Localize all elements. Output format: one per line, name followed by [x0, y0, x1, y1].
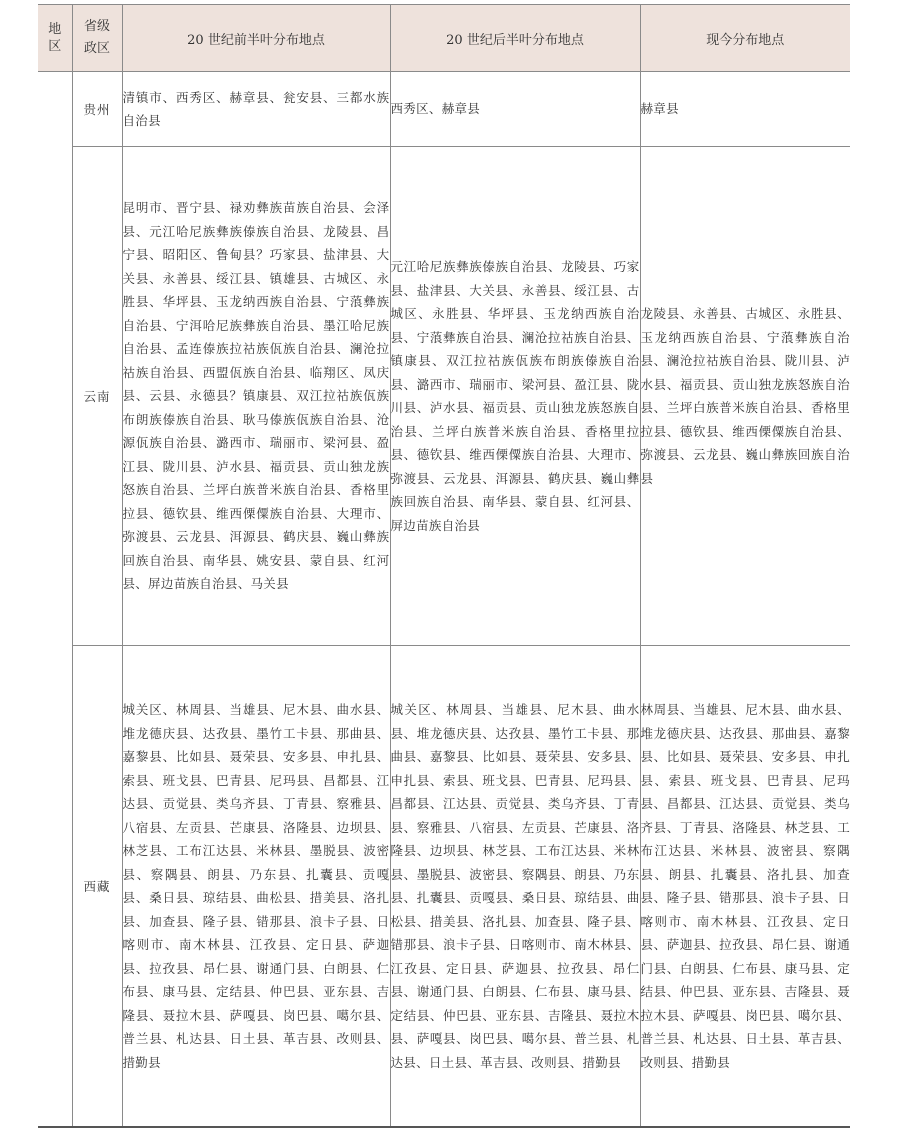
province-cell: 贵州: [72, 72, 122, 147]
current-cell: 林周县、当雄县、尼木县、曲水县、堆龙德庆县、达孜县、那曲县、嘉黎县、比如县、聂荣县、安多县、申扎县、索县、班戈县、巴青县、尼玛县、昌都县、江达县、贡觉县、类乌齐县、丁青县、洛隆县、林芝县、工布江达县、米林县、波密县、察隅县、朗县、扎囊县、洛扎县、加查县、隆子县、错那县、浪卡子县、日喀则市、南木林县、江孜县、定日县、萨迦县、拉孜县、昂仁县、谢通门县、白朗县、仁布县、康马县、定结县、仲巴县、亚东县、吉隆县、聂拉木县、萨嘎县、岗巴县、噶尔县、普兰县、札达县、日土县、革吉县、改则县、措勤县: [640, 646, 850, 1128]
table-body: [38, 72, 850, 1128]
header-row: [38, 5, 850, 72]
late20-cell: 城关区、林周县、当雄县、尼木县、曲水县、堆龙德庆县、达孜县、墨竹工卡县、那曲县、嘉黎县、比如县、聂荣县、安多县、申扎县、索县、班戈县、巴青县、尼玛县、昌都县、江达县、贡觉县、类乌齐县、丁青县、察雅县、八宿县、左贡县、芒康县、洛隆县、边坝县、林芝县、工布江达县、米林县、墨脱县、波密县、察隅县、朗县、乃东县、扎囊县、贡嘎县、桑日县、琼结县、曲松县、措美县、洛扎县、加查县、隆子县、错那县、浪卡子县、日喀则市、南木林县、江孜县、定日县、萨迦县、拉孜县、昂仁县、谢通门县、白朗县、仁布县、康马县、定结县、仲巴县、亚东县、吉隆县、聂拉木县、萨嘎县、岗巴县、噶尔县、普兰县、札达县、日土县、革吉县、改则县、措勤县: [390, 646, 640, 1128]
late20-cell: 西秀区、赫章县: [390, 72, 640, 147]
province-cell: 西藏: [72, 646, 122, 1128]
table-row: [38, 147, 850, 646]
distribution-table: [38, 4, 850, 1128]
table-row: [38, 646, 850, 1128]
late20-cell: 元江哈尼族彝族傣族自治县、龙陵县、巧家县、盐津县、大关县、永善县、绥江县、古城区、永胜县、华坪县、玉龙纳西族自治县、宁蒗彝族自治县、澜沧拉祜族自治县、镇康县、双江拉祜族佤族布朗族傣族自治县、潞西市、瑞丽市、梁河县、盈江县、陇川县、泸水县、福贡县、贡山独龙族怒族自治县、兰坪白族普米族自治县、香格里拉县、德钦县、维西傈僳族自治县、大理市、弥渡县、云龙县、洱源县、鹤庆县、巍山彝族回族自治县、南华县、蒙自县、红河县、屏边苗族自治县: [390, 147, 640, 646]
region-cell: [38, 72, 72, 1128]
header-current-distribution: 现今分布地点: [640, 5, 850, 72]
province-cell: 云南: [72, 147, 122, 646]
early20-cell: 城关区、林周县、当雄县、尼木县、曲水县、堆龙德庆县、达孜县、墨竹工卡县、那曲县、嘉黎县、比如县、聂荣县、安多县、申扎县、索县、班戈县、巴青县、尼玛县、昌都县、江达县、贡觉县、类乌齐县、丁青县、察雅县、八宿县、左贡县、芒康县、洛隆县、边坝县、林芝县、工布江达县、米林县、墨脱县、波密县、察隅县、朗县、乃东县、扎囊县、贡嘎县、桑日县、琼结县、曲松县、措美县、洛扎县、加查县、隆子县、错那县、浪卡子县、日喀则市、南木林县、江孜县、定日县、萨迦县、拉孜县、昂仁县、谢通门县、白朗县、仁布县、康马县、定结县、仲巴县、亚东县、吉隆县、聂拉木县、萨嘎县、岗巴县、噶尔县、普兰县、札达县、日土县、革吉县、改则县、措勤县: [122, 646, 390, 1128]
header-region: 地 区: [38, 5, 72, 72]
early20-cell: 昆明市、晋宁县、禄劝彝族苗族自治县、会泽县、元江哈尼族彝族傣族自治县、龙陵县、昌宁县、昭阳区、鲁甸县？巧家县、盐津县、大关县、永善县、绥江县、镇雄县、古城区、永胜县、华坪县、玉龙纳西族自治县、宁蒗彝族自治县、宁洱哈尼族彝族自治县、墨江哈尼族自治县、孟连傣族拉祜族佤族自治县、澜沧拉祜族自治县、西盟佤族自治县、临翔区、凤庆县、云县、永德县？镇康县、双江拉祜族佤族布朗族傣族自治县、耿马傣族佤族自治县、沧源佤族自治县、潞西市、瑞丽市、梁河县、盈江县、陇川县、泸水县、福贡县、贡山独龙族怒族自治县、兰坪白族普米族自治县、香格里拉县、德钦县、维西傈僳族自治县、大理市、弥渡县、云龙县、洱源县、鹤庆县、巍山彝族回族自治县、南华县、姚安县、蒙自县、红河县、屏边苗族自治县、马关县: [122, 147, 390, 646]
current-cell: 赫章县: [640, 72, 850, 147]
header-late-20th-century: 20 世纪后半叶分布地点: [390, 5, 640, 72]
header-early-20th-century: 20 世纪前半叶分布地点: [122, 5, 390, 72]
header-province: 省级 政区: [72, 5, 122, 72]
table-row: [38, 72, 850, 147]
current-cell: 龙陵县、永善县、古城区、永胜县、玉龙纳西族自治县、宁蒗彝族自治县、澜沧拉祜族自治县、陇川县、泸水县、福贡县、贡山独龙族怒族自治县、兰坪白族普米族自治县、香格里拉县、德钦县、维西傈僳族自治县、弥渡县、云龙县、巍山彝族回族自治县: [640, 147, 850, 646]
table-header: [38, 5, 850, 72]
early20-cell: 清镇市、西秀区、赫章县、瓮安县、三都水族自治县: [122, 72, 390, 147]
